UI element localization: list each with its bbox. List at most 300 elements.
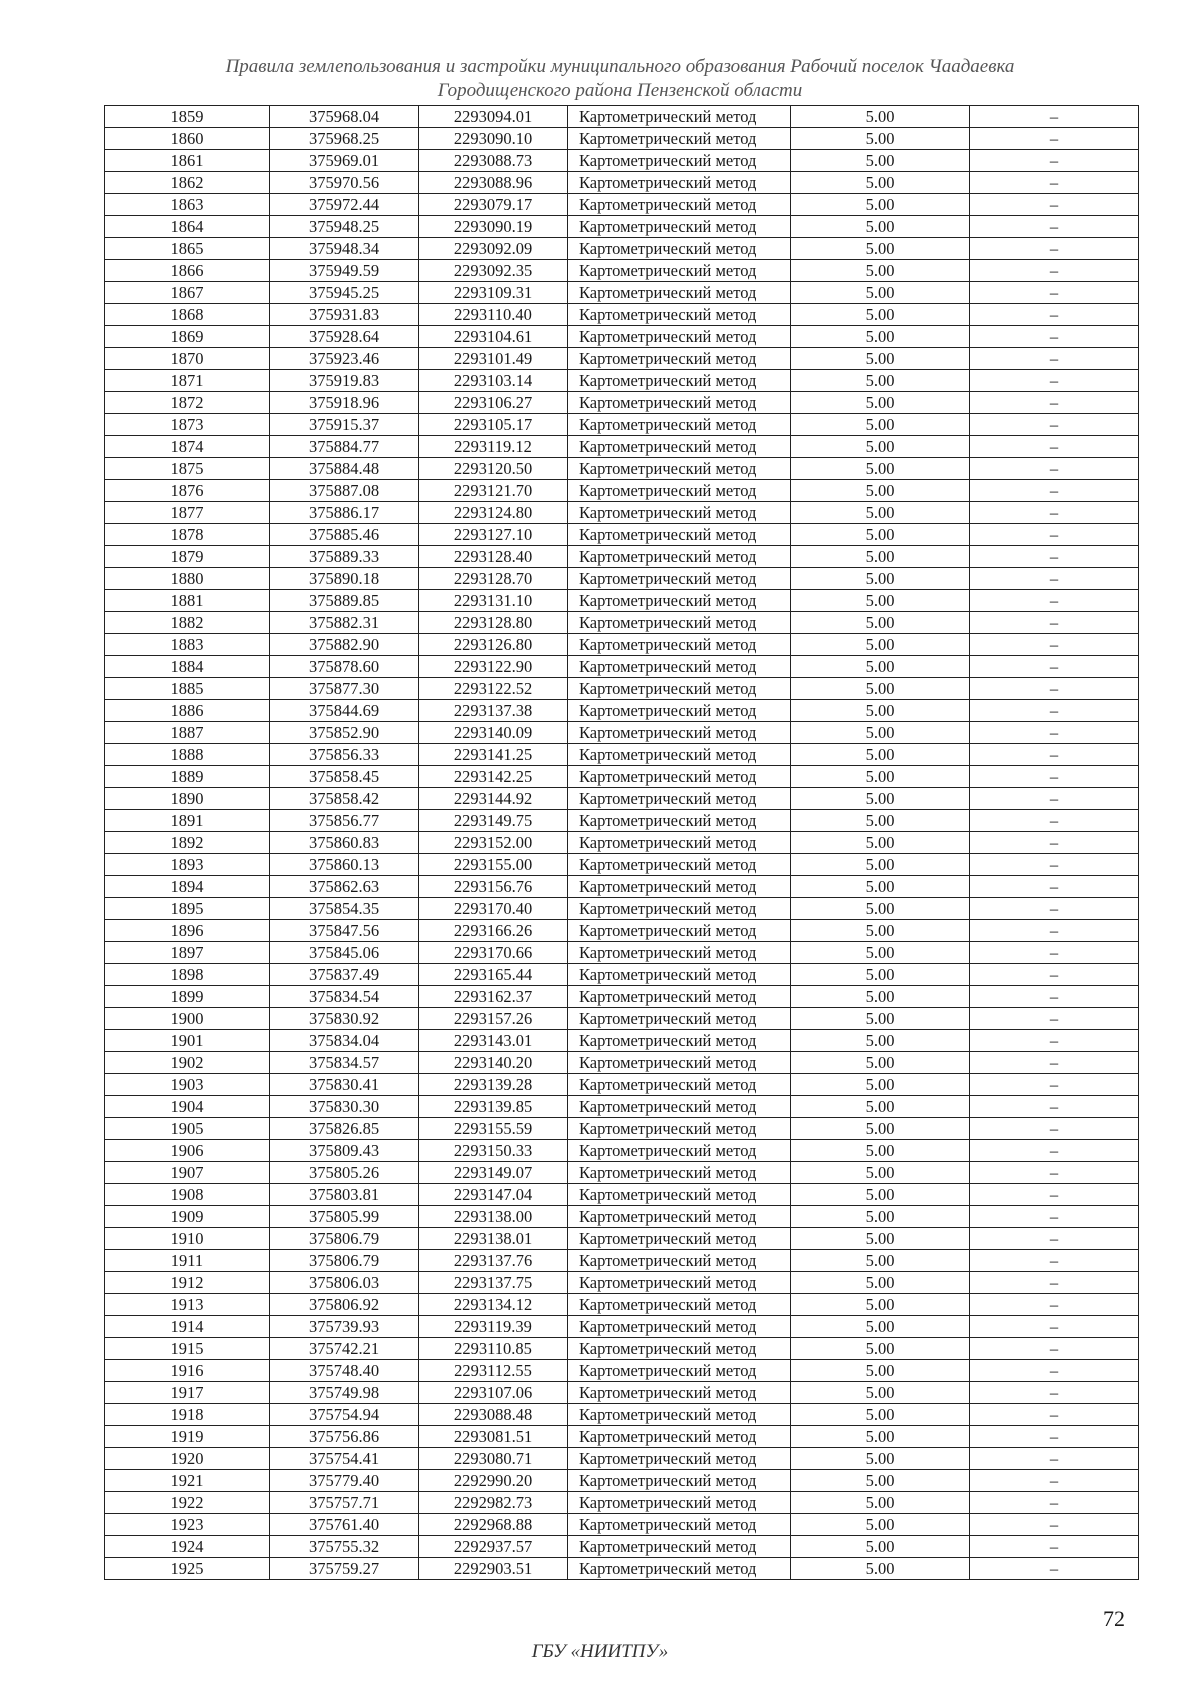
- x-coordinate-cell: 375948.25: [270, 216, 419, 238]
- table-row: [105, 282, 1139, 304]
- point-number-cell: 1892: [105, 832, 270, 854]
- x-coordinate-cell: 375886.17: [270, 502, 419, 524]
- accuracy-cell: 5.00: [791, 260, 970, 282]
- x-coordinate-cell: 375834.54: [270, 986, 419, 1008]
- x-coordinate-cell: 375882.90: [270, 634, 419, 656]
- y-coordinate-cell: 2293157.26: [419, 1008, 568, 1030]
- table-row: [105, 414, 1139, 436]
- table-row: [105, 128, 1139, 150]
- table-row: [105, 1228, 1139, 1250]
- note-cell: –: [970, 678, 1139, 700]
- method-cell: Картометрический метод: [568, 1228, 791, 1250]
- x-coordinate-cell: 375887.08: [270, 480, 419, 502]
- x-coordinate-cell: 375830.30: [270, 1096, 419, 1118]
- x-coordinate-cell: 375878.60: [270, 656, 419, 678]
- y-coordinate-cell: 2293088.96: [419, 172, 568, 194]
- accuracy-cell: 5.00: [791, 1184, 970, 1206]
- x-coordinate-cell: 375755.32: [270, 1536, 419, 1558]
- note-cell: –: [970, 788, 1139, 810]
- note-cell: –: [970, 1118, 1139, 1140]
- method-cell: Картометрический метод: [568, 1492, 791, 1514]
- y-coordinate-cell: 2293166.26: [419, 920, 568, 942]
- y-coordinate-cell: 2293088.73: [419, 150, 568, 172]
- x-coordinate-cell: 375834.04: [270, 1030, 419, 1052]
- note-cell: –: [970, 480, 1139, 502]
- note-cell: –: [970, 964, 1139, 986]
- point-number-cell: 1925: [105, 1558, 270, 1580]
- y-coordinate-cell: 2293150.33: [419, 1140, 568, 1162]
- table-row: [105, 216, 1139, 238]
- method-cell: Картометрический метод: [568, 634, 791, 656]
- accuracy-cell: 5.00: [791, 216, 970, 238]
- accuracy-cell: 5.00: [791, 1052, 970, 1074]
- note-cell: –: [970, 898, 1139, 920]
- table-row: [105, 260, 1139, 282]
- method-cell: Картометрический метод: [568, 568, 791, 590]
- table-row: [105, 1008, 1139, 1030]
- method-cell: Картометрический метод: [568, 150, 791, 172]
- note-cell: –: [970, 656, 1139, 678]
- x-coordinate-cell: 375972.44: [270, 194, 419, 216]
- point-number-cell: 1917: [105, 1382, 270, 1404]
- table-row: [105, 150, 1139, 172]
- y-coordinate-cell: 2293080.71: [419, 1448, 568, 1470]
- x-coordinate-cell: 375803.81: [270, 1184, 419, 1206]
- table-row: [105, 1492, 1139, 1514]
- accuracy-cell: 5.00: [791, 744, 970, 766]
- x-coordinate-cell: 375884.48: [270, 458, 419, 480]
- note-cell: –: [970, 722, 1139, 744]
- table-row: [105, 1470, 1139, 1492]
- y-coordinate-cell: 2293162.37: [419, 986, 568, 1008]
- accuracy-cell: 5.00: [791, 832, 970, 854]
- point-number-cell: 1903: [105, 1074, 270, 1096]
- method-cell: Картометрический метод: [568, 1272, 791, 1294]
- accuracy-cell: 5.00: [791, 194, 970, 216]
- method-cell: Картометрический метод: [568, 942, 791, 964]
- x-coordinate-cell: 375759.27: [270, 1558, 419, 1580]
- point-number-cell: 1868: [105, 304, 270, 326]
- accuracy-cell: 5.00: [791, 1074, 970, 1096]
- accuracy-cell: 5.00: [791, 1140, 970, 1162]
- note-cell: –: [970, 634, 1139, 656]
- accuracy-cell: 5.00: [791, 942, 970, 964]
- method-cell: Картометрический метод: [568, 1382, 791, 1404]
- table-row: [105, 502, 1139, 524]
- accuracy-cell: 5.00: [791, 348, 970, 370]
- x-coordinate-cell: 375945.25: [270, 282, 419, 304]
- point-number-cell: 1894: [105, 876, 270, 898]
- x-coordinate-cell: 375856.77: [270, 810, 419, 832]
- method-cell: Картометрический метод: [568, 876, 791, 898]
- point-number-cell: 1891: [105, 810, 270, 832]
- x-coordinate-cell: 375754.94: [270, 1404, 419, 1426]
- note-cell: –: [970, 348, 1139, 370]
- note-cell: –: [970, 1272, 1139, 1294]
- method-cell: Картометрический метод: [568, 304, 791, 326]
- y-coordinate-cell: 2293106.27: [419, 392, 568, 414]
- note-cell: –: [970, 1382, 1139, 1404]
- note-cell: –: [970, 1052, 1139, 1074]
- accuracy-cell: 5.00: [791, 1030, 970, 1052]
- y-coordinate-cell: 2293139.28: [419, 1074, 568, 1096]
- method-cell: Картометрический метод: [568, 392, 791, 414]
- point-number-cell: 1914: [105, 1316, 270, 1338]
- note-cell: –: [970, 194, 1139, 216]
- method-cell: Картометрический метод: [568, 282, 791, 304]
- y-coordinate-cell: 2293090.10: [419, 128, 568, 150]
- header-line-1: Правила землепользования и застройки муниципального образования Рабочий поселок Чаадаевка: [225, 56, 1015, 77]
- note-cell: –: [970, 128, 1139, 150]
- y-coordinate-cell: 2293088.48: [419, 1404, 568, 1426]
- table-row: [105, 810, 1139, 832]
- accuracy-cell: 5.00: [791, 634, 970, 656]
- point-number-cell: 1874: [105, 436, 270, 458]
- method-cell: Картометрический метод: [568, 1250, 791, 1272]
- y-coordinate-cell: 2293127.10: [419, 524, 568, 546]
- method-cell: Картометрический метод: [568, 458, 791, 480]
- x-coordinate-cell: 375844.69: [270, 700, 419, 722]
- x-coordinate-cell: 375915.37: [270, 414, 419, 436]
- table-row: [105, 788, 1139, 810]
- point-number-cell: 1916: [105, 1360, 270, 1382]
- y-coordinate-cell: 2293144.92: [419, 788, 568, 810]
- y-coordinate-cell: 2293149.75: [419, 810, 568, 832]
- point-number-cell: 1912: [105, 1272, 270, 1294]
- x-coordinate-cell: 375845.06: [270, 942, 419, 964]
- point-number-cell: 1871: [105, 370, 270, 392]
- point-number-cell: 1881: [105, 590, 270, 612]
- point-number-cell: 1867: [105, 282, 270, 304]
- note-cell: –: [970, 414, 1139, 436]
- x-coordinate-cell: 375742.21: [270, 1338, 419, 1360]
- point-number-cell: 1895: [105, 898, 270, 920]
- point-number-cell: 1900: [105, 1008, 270, 1030]
- method-cell: Картометрический метод: [568, 700, 791, 722]
- accuracy-cell: 5.00: [791, 1448, 970, 1470]
- y-coordinate-cell: 2293134.12: [419, 1294, 568, 1316]
- x-coordinate-cell: 375970.56: [270, 172, 419, 194]
- x-coordinate-cell: 375918.96: [270, 392, 419, 414]
- x-coordinate-cell: 375854.35: [270, 898, 419, 920]
- accuracy-cell: 5.00: [791, 1206, 970, 1228]
- point-number-cell: 1877: [105, 502, 270, 524]
- note-cell: –: [970, 986, 1139, 1008]
- accuracy-cell: 5.00: [791, 436, 970, 458]
- point-number-cell: 1918: [105, 1404, 270, 1426]
- method-cell: Картометрический метод: [568, 260, 791, 282]
- accuracy-cell: 5.00: [791, 568, 970, 590]
- table-row: [105, 106, 1139, 128]
- note-cell: –: [970, 1096, 1139, 1118]
- note-cell: –: [970, 832, 1139, 854]
- accuracy-cell: 5.00: [791, 1008, 970, 1030]
- method-cell: Картометрический метод: [568, 1030, 791, 1052]
- note-cell: –: [970, 612, 1139, 634]
- x-coordinate-cell: 375862.63: [270, 876, 419, 898]
- y-coordinate-cell: 2293090.19: [419, 216, 568, 238]
- method-cell: Картометрический метод: [568, 1184, 791, 1206]
- accuracy-cell: 5.00: [791, 1228, 970, 1250]
- point-number-cell: 1913: [105, 1294, 270, 1316]
- method-cell: Картометрический метод: [568, 1008, 791, 1030]
- x-coordinate-cell: 375923.46: [270, 348, 419, 370]
- point-number-cell: 1885: [105, 678, 270, 700]
- x-coordinate-cell: 375749.98: [270, 1382, 419, 1404]
- point-number-cell: 1879: [105, 546, 270, 568]
- x-coordinate-cell: 375837.49: [270, 964, 419, 986]
- accuracy-cell: 5.00: [791, 1536, 970, 1558]
- y-coordinate-cell: 2293139.85: [419, 1096, 568, 1118]
- point-number-cell: 1875: [105, 458, 270, 480]
- point-number-cell: 1890: [105, 788, 270, 810]
- y-coordinate-cell: 2292990.20: [419, 1470, 568, 1492]
- x-coordinate-cell: 375830.41: [270, 1074, 419, 1096]
- x-coordinate-cell: 375860.83: [270, 832, 419, 854]
- point-number-cell: 1898: [105, 964, 270, 986]
- table-row: [105, 964, 1139, 986]
- accuracy-cell: 5.00: [791, 414, 970, 436]
- note-cell: –: [970, 810, 1139, 832]
- table-row: [105, 1294, 1139, 1316]
- x-coordinate-cell: 375779.40: [270, 1470, 419, 1492]
- y-coordinate-cell: 2293109.31: [419, 282, 568, 304]
- note-cell: –: [970, 238, 1139, 260]
- table-row: [105, 480, 1139, 502]
- note-cell: –: [970, 524, 1139, 546]
- table-row: [105, 172, 1139, 194]
- table-row: [105, 1184, 1139, 1206]
- x-coordinate-cell: 375809.43: [270, 1140, 419, 1162]
- x-coordinate-cell: 375931.83: [270, 304, 419, 326]
- y-coordinate-cell: 2293147.04: [419, 1184, 568, 1206]
- table-row: [105, 458, 1139, 480]
- point-number-cell: 1897: [105, 942, 270, 964]
- method-cell: Картометрический метод: [568, 678, 791, 700]
- coordinates-table-body: [105, 106, 1139, 1580]
- x-coordinate-cell: 375968.04: [270, 106, 419, 128]
- table-row: [105, 1096, 1139, 1118]
- accuracy-cell: 5.00: [791, 502, 970, 524]
- note-cell: –: [970, 1338, 1139, 1360]
- y-coordinate-cell: 2293170.40: [419, 898, 568, 920]
- x-coordinate-cell: 375858.42: [270, 788, 419, 810]
- y-coordinate-cell: 2293128.70: [419, 568, 568, 590]
- accuracy-cell: 5.00: [791, 106, 970, 128]
- accuracy-cell: 5.00: [791, 964, 970, 986]
- method-cell: Картометрический метод: [568, 744, 791, 766]
- y-coordinate-cell: 2293110.40: [419, 304, 568, 326]
- table-row: [105, 1448, 1139, 1470]
- accuracy-cell: 5.00: [791, 1250, 970, 1272]
- point-number-cell: 1910: [105, 1228, 270, 1250]
- method-cell: Картометрический метод: [568, 1294, 791, 1316]
- accuracy-cell: 5.00: [791, 1404, 970, 1426]
- note-cell: –: [970, 1536, 1139, 1558]
- table-row: [105, 854, 1139, 876]
- x-coordinate-cell: 375754.41: [270, 1448, 419, 1470]
- table-row: [105, 326, 1139, 348]
- note-cell: –: [970, 502, 1139, 524]
- y-coordinate-cell: 2293119.12: [419, 436, 568, 458]
- point-number-cell: 1872: [105, 392, 270, 414]
- note-cell: –: [970, 1140, 1139, 1162]
- point-number-cell: 1893: [105, 854, 270, 876]
- method-cell: Картометрический метод: [568, 854, 791, 876]
- note-cell: –: [970, 216, 1139, 238]
- note-cell: –: [970, 1184, 1139, 1206]
- accuracy-cell: 5.00: [791, 1470, 970, 1492]
- note-cell: –: [970, 392, 1139, 414]
- method-cell: Картометрический метод: [568, 238, 791, 260]
- note-cell: –: [970, 1492, 1139, 1514]
- point-number-cell: 1865: [105, 238, 270, 260]
- accuracy-cell: 5.00: [791, 920, 970, 942]
- accuracy-cell: 5.00: [791, 986, 970, 1008]
- point-number-cell: 1883: [105, 634, 270, 656]
- note-cell: –: [970, 854, 1139, 876]
- y-coordinate-cell: 2293120.50: [419, 458, 568, 480]
- x-coordinate-cell: 375860.13: [270, 854, 419, 876]
- x-coordinate-cell: 375885.46: [270, 524, 419, 546]
- point-number-cell: 1905: [105, 1118, 270, 1140]
- point-number-cell: 1920: [105, 1448, 270, 1470]
- point-number-cell: 1924: [105, 1536, 270, 1558]
- point-number-cell: 1909: [105, 1206, 270, 1228]
- method-cell: Картометрический метод: [568, 524, 791, 546]
- point-number-cell: 1919: [105, 1426, 270, 1448]
- note-cell: –: [970, 304, 1139, 326]
- header-line-2: Городищенского района Пензенской области: [437, 80, 803, 101]
- x-coordinate-cell: 375949.59: [270, 260, 419, 282]
- note-cell: –: [970, 1294, 1139, 1316]
- y-coordinate-cell: 2293138.01: [419, 1228, 568, 1250]
- y-coordinate-cell: 2293112.55: [419, 1360, 568, 1382]
- method-cell: Картометрический метод: [568, 348, 791, 370]
- table-row: [105, 920, 1139, 942]
- table-row: [105, 612, 1139, 634]
- y-coordinate-cell: 2293142.25: [419, 766, 568, 788]
- x-coordinate-cell: 375858.45: [270, 766, 419, 788]
- point-number-cell: 1911: [105, 1250, 270, 1272]
- table-row: [105, 1316, 1139, 1338]
- point-number-cell: 1866: [105, 260, 270, 282]
- y-coordinate-cell: 2293104.61: [419, 326, 568, 348]
- note-cell: –: [970, 590, 1139, 612]
- table-row: [105, 1426, 1139, 1448]
- method-cell: Картометрический метод: [568, 480, 791, 502]
- method-cell: Картометрический метод: [568, 194, 791, 216]
- point-number-cell: 1864: [105, 216, 270, 238]
- method-cell: Картометрический метод: [568, 172, 791, 194]
- table-row: [105, 546, 1139, 568]
- x-coordinate-cell: 375919.83: [270, 370, 419, 392]
- accuracy-cell: 5.00: [791, 150, 970, 172]
- table-row: [105, 722, 1139, 744]
- y-coordinate-cell: 2292982.73: [419, 1492, 568, 1514]
- table-row: [105, 1558, 1139, 1580]
- accuracy-cell: 5.00: [791, 458, 970, 480]
- y-coordinate-cell: 2293128.80: [419, 612, 568, 634]
- accuracy-cell: 5.00: [791, 656, 970, 678]
- y-coordinate-cell: 2293138.00: [419, 1206, 568, 1228]
- accuracy-cell: 5.00: [791, 898, 970, 920]
- method-cell: Картометрический метод: [568, 590, 791, 612]
- x-coordinate-cell: 375834.57: [270, 1052, 419, 1074]
- accuracy-cell: 5.00: [791, 854, 970, 876]
- x-coordinate-cell: 375806.79: [270, 1250, 419, 1272]
- accuracy-cell: 5.00: [791, 392, 970, 414]
- table-row: [105, 942, 1139, 964]
- note-cell: –: [970, 766, 1139, 788]
- x-coordinate-cell: 375806.79: [270, 1228, 419, 1250]
- method-cell: Картометрический метод: [568, 832, 791, 854]
- method-cell: Картометрический метод: [568, 986, 791, 1008]
- x-coordinate-cell: 375847.56: [270, 920, 419, 942]
- y-coordinate-cell: 2292937.57: [419, 1536, 568, 1558]
- accuracy-cell: 5.00: [791, 1316, 970, 1338]
- point-number-cell: 1904: [105, 1096, 270, 1118]
- method-cell: Картометрический метод: [568, 964, 791, 986]
- x-coordinate-cell: 375856.33: [270, 744, 419, 766]
- y-coordinate-cell: 2293094.01: [419, 106, 568, 128]
- x-coordinate-cell: 375968.25: [270, 128, 419, 150]
- table-row: [105, 700, 1139, 722]
- method-cell: Картометрический метод: [568, 326, 791, 348]
- method-cell: Картометрический метод: [568, 1404, 791, 1426]
- accuracy-cell: 5.00: [791, 1338, 970, 1360]
- point-number-cell: 1863: [105, 194, 270, 216]
- y-coordinate-cell: 2293152.00: [419, 832, 568, 854]
- point-number-cell: 1908: [105, 1184, 270, 1206]
- table-row: [105, 524, 1139, 546]
- note-cell: –: [970, 1514, 1139, 1536]
- note-cell: –: [970, 1162, 1139, 1184]
- point-number-cell: 1907: [105, 1162, 270, 1184]
- note-cell: –: [970, 920, 1139, 942]
- accuracy-cell: 5.00: [791, 678, 970, 700]
- y-coordinate-cell: 2293137.38: [419, 700, 568, 722]
- point-number-cell: 1860: [105, 128, 270, 150]
- point-number-cell: 1869: [105, 326, 270, 348]
- page-number: 72: [1103, 1606, 1125, 1631]
- method-cell: Картометрический метод: [568, 216, 791, 238]
- y-coordinate-cell: 2293092.09: [419, 238, 568, 260]
- method-cell: Картометрический метод: [568, 1162, 791, 1184]
- accuracy-cell: 5.00: [791, 1162, 970, 1184]
- y-coordinate-cell: 2293105.17: [419, 414, 568, 436]
- point-number-cell: 1901: [105, 1030, 270, 1052]
- method-cell: Картометрический метод: [568, 1360, 791, 1382]
- table-row: [105, 194, 1139, 216]
- point-number-cell: 1896: [105, 920, 270, 942]
- x-coordinate-cell: 375882.31: [270, 612, 419, 634]
- x-coordinate-cell: 375806.03: [270, 1272, 419, 1294]
- accuracy-cell: 5.00: [791, 1382, 970, 1404]
- method-cell: Картометрический метод: [568, 1426, 791, 1448]
- table-row: [105, 1162, 1139, 1184]
- table-row: [105, 1338, 1139, 1360]
- table-row: [105, 634, 1139, 656]
- y-coordinate-cell: 2293149.07: [419, 1162, 568, 1184]
- table-row: [105, 832, 1139, 854]
- x-coordinate-cell: 375739.93: [270, 1316, 419, 1338]
- note-cell: –: [970, 1470, 1139, 1492]
- x-coordinate-cell: 375969.01: [270, 150, 419, 172]
- table-row: [105, 370, 1139, 392]
- point-number-cell: 1862: [105, 172, 270, 194]
- note-cell: –: [970, 458, 1139, 480]
